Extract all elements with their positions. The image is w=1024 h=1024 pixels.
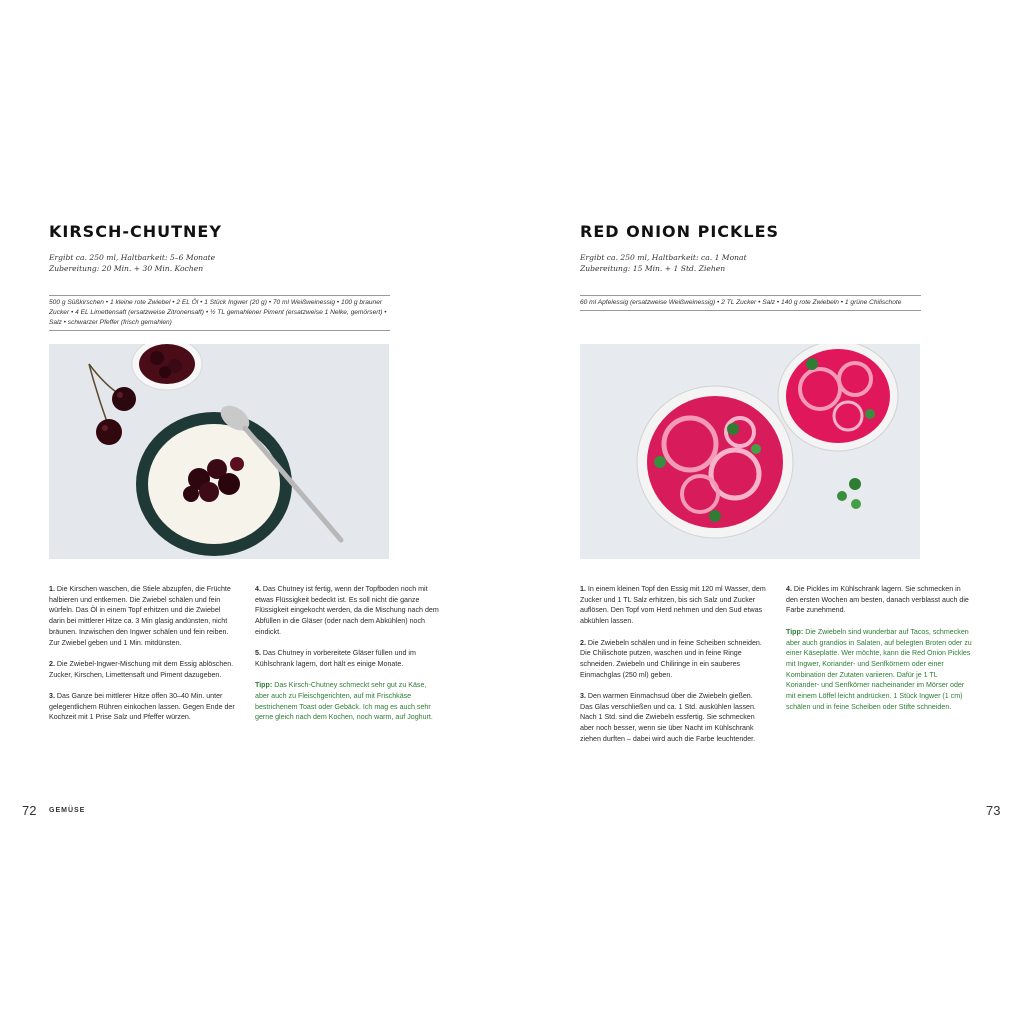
section-label: GEMÜSE bbox=[49, 807, 86, 814]
step-paragraph bbox=[49, 659, 235, 680]
red-onion-pickles-illustration bbox=[580, 344, 920, 559]
tip-text: Das Kirsch-Chutney schmeckt sehr gut zu Käse, aber auch zu Fleischgerichten, auf mit Frischkäse bestrichenem Toast oder Gebäck. Ich mag es auch sehr gerne gleich nach dem Kochen, noch warm, auf Joghurt. bbox=[255, 681, 433, 722]
step-paragraph bbox=[580, 584, 766, 627]
recipe-title: RED ONION PICKLES bbox=[580, 222, 780, 241]
steps-column-1 bbox=[49, 584, 235, 734]
step-paragraph bbox=[580, 638, 766, 681]
step-number: 2. bbox=[49, 659, 55, 668]
step-text: Die Pickles im Kühlschrank lagern. Sie schmecken in den ersten Wochen am besten, danach verblasst auch die Farbe zunehmend. bbox=[786, 585, 969, 615]
page-number: 72 bbox=[22, 803, 37, 818]
steps-column-2 bbox=[255, 584, 441, 734]
time-line: Zubereitung: 15 Min. + 1 Std. Ziehen bbox=[580, 264, 726, 273]
step-text: Das Chutney in vorbereitete Gläser füllen und im Kühlschrank lagern, dort hält es einige Monate. bbox=[255, 649, 416, 668]
step-text: Das Ganze bei mittlerer Hitze offen 30–40 Min. unter gelegentlichem Rühren einkochen lassen. Gegen Ende der Kochzeit mit 1 Prise Salz und Pfeffer würzen. bbox=[49, 692, 235, 722]
step-number: 4. bbox=[786, 585, 792, 593]
step-number: 3. bbox=[49, 692, 55, 700]
yield-line: Ergibt ca. 250 ml, Haltbarkeit: 5–6 Monate bbox=[49, 253, 216, 262]
step-number: 3. bbox=[580, 692, 586, 700]
step-text: Den warmen Einmachsud über die Zwiebeln gießen. Das Glas verschließen und ca. 1 Std. auskühlen lassen. Nach 1 Std. sind die Zwiebeln essfertig. Sie schmecken aber noch besser, wenn sie über Nacht im Kühlschrank ziehen durften – dabei wird auch die Farbe leuchtender. bbox=[580, 692, 756, 743]
recipe-meta bbox=[49, 252, 215, 274]
step-paragraph bbox=[255, 648, 441, 669]
step-paragraph bbox=[786, 584, 972, 616]
time-line: Zubereitung: 20 Min. + 30 Min. Kochen bbox=[49, 264, 204, 273]
page-number: 73 bbox=[986, 803, 1001, 818]
step-number: 2. bbox=[580, 638, 586, 647]
step-paragraph bbox=[49, 691, 235, 723]
step-paragraph bbox=[580, 691, 766, 745]
tip-text: Die Zwiebeln sind wunderbar auf Tacos, schmecken aber auch grandios in Salaten, auf belegten Broten oder zu einer Käseplatte. Wer möchte, kann die Red Onion Pickles mit Ingwer, Koriander- und Senfkörnern oder einer Kombination der Zutaten variieren. Dafür je 1 TL Koriander- und Senfkörner nacheinander im Mörser oder mit einem Löffel leicht andrücken. 1 Stück Ingwer (1 cm) schälen und in feine Scheiben oder Stifte schneiden. bbox=[786, 627, 972, 711]
cherry-chutney-illustration bbox=[49, 344, 389, 559]
tip-paragraph bbox=[786, 627, 972, 713]
steps-column-1 bbox=[580, 584, 766, 755]
ingredients-list: 500 g Süßkirschen • 1 kleine rote Zwiebel • 2 EL Öl • 1 Stück Ingwer (20 g) • 70 ml Weißweinessig • 100 g brauner Zucker • 4 EL Limettensaft (ersatzweise Zitronensaft) • ½ TL gemahlener Piment (ersatzweise 1 Nelke, gemörsert) • Salz • schwarzer Pfeffer (frisch gemahlen) bbox=[49, 295, 390, 331]
steps-column-2 bbox=[786, 584, 972, 723]
step-text: Die Zwiebeln schälen und in feine Scheiben schneiden. Die Chilischote putzen, waschen und in feine Ringe schneiden. Zwiebeln und Chiliringe in ein sauberes Einmachglas (250 ml) geben. bbox=[580, 638, 762, 679]
step-paragraph bbox=[255, 584, 441, 638]
tip-paragraph bbox=[255, 680, 441, 723]
right-page bbox=[512, 0, 1024, 1024]
cherry-chutney-photo bbox=[49, 344, 389, 559]
recipe-title: KIRSCH-CHUTNEY bbox=[49, 222, 222, 241]
step-text: Die Kirschen waschen, die Stiele abzupfen, die Früchte halbieren und entkernen. Die Zwiebel schälen und fein würfeln. Das Öl in einem Topf erhitzen und die Zwiebel darin bei mittlerer Hitze ca. 3 Min glasig andünsten, nicht bräunen. Inzwischen den Ingwer schälen und fein reiben. Zur Zwiebel geben und 1 Min. mitdünsten. bbox=[49, 585, 231, 647]
step-text: In einem kleinen Topf den Essig mit 120 ml Wasser, dem Zucker und 1 TL Salz erhitzen, bis sich Salz und Zucker auflösen. Den Topf vom Herd nehmen und den Sud etwas abkühlen lassen. bbox=[580, 585, 766, 626]
step-number: 4. bbox=[255, 585, 261, 593]
step-paragraph bbox=[49, 584, 235, 648]
step-number: 5. bbox=[255, 649, 261, 658]
step-text: Das Chutney ist fertig, wenn der Topfboden noch mit etwas Flüssigkeit bedeckt ist. Es soll nicht die ganze Flüssigkeit eingekocht werden, da die Mischung nach dem Abfüllen in die Gläser (oder nach dem Abkühlen) noch eindickt. bbox=[255, 585, 439, 636]
step-number: 1. bbox=[49, 585, 55, 593]
recipe-meta bbox=[580, 252, 747, 274]
red-onion-pickles-photo bbox=[580, 344, 920, 559]
yield-line: Ergibt ca. 250 ml, Haltbarkeit: ca. 1 Monat bbox=[580, 253, 747, 262]
tip-label: Tipp: bbox=[255, 681, 273, 690]
tip-label: Tipp: bbox=[786, 627, 804, 636]
step-number: 1. bbox=[580, 585, 586, 593]
step-text: Die Zwiebel-Ingwer-Mischung mit dem Essig ablöschen. Zucker, Kirschen, Limettensaft und Piment dazugeben. bbox=[49, 659, 234, 679]
ingredients-list: 60 ml Apfelessig (ersatzweise Weißweinessig) • 2 TL Zucker • Salz • 140 g rote Zwiebeln • 1 grüne Chilischote bbox=[580, 295, 921, 311]
